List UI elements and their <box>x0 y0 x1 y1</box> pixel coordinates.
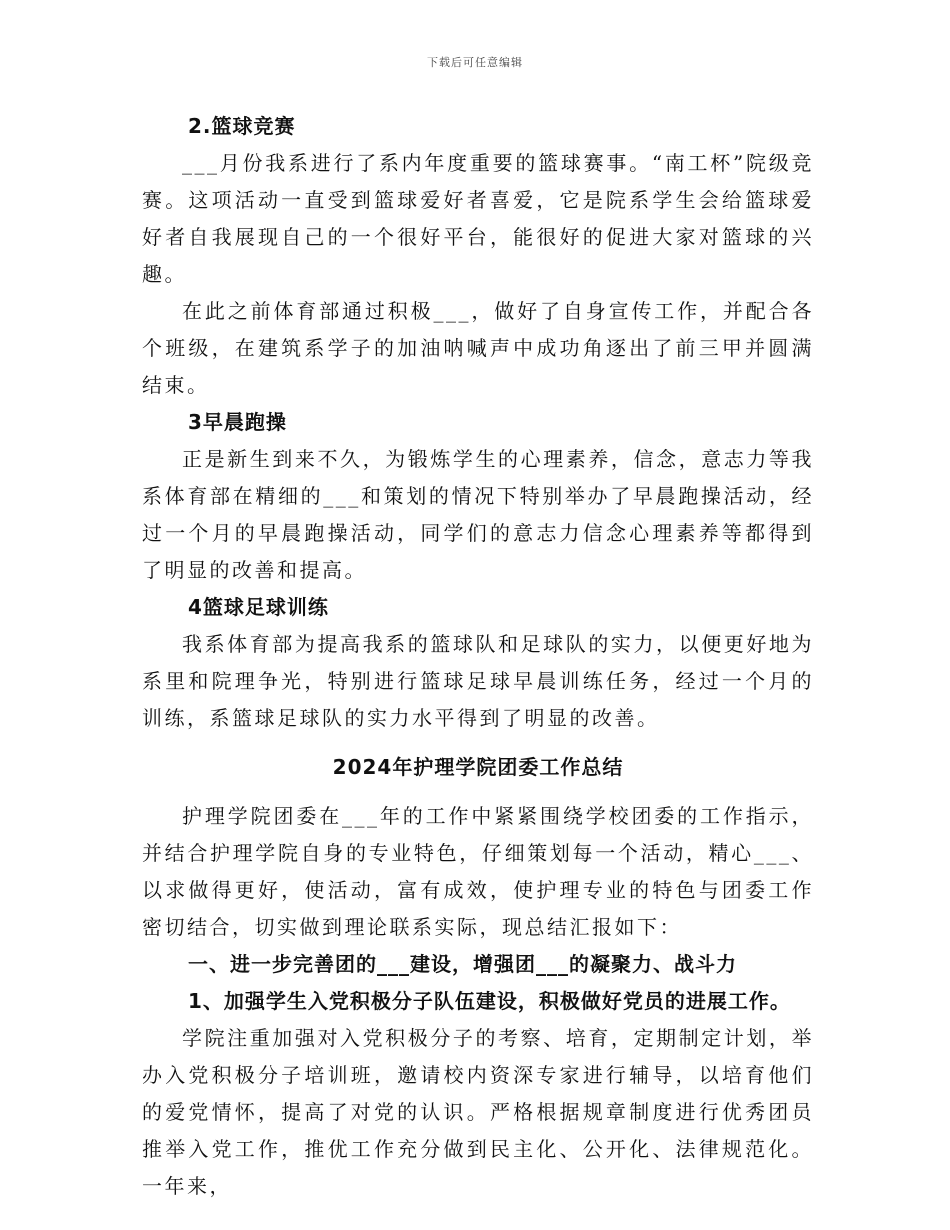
part1-heading: 一、进一步完善团的___建设，增强团___的凝聚力、战斗力 <box>188 952 737 976</box>
section-heading-morning-run: 3早晨跑操 <box>188 410 287 434</box>
section-heading-training: 4篮球足球训练 <box>188 595 329 619</box>
paragraph-intro: 护理学院团委在___年的工作中紧紧围绕学校团委的工作指示，并结合护理学院自身的专业特色，仔细策划每一个活动，精心___、以求做得更好，使活动，富有成效，使护理专业的特色与团委工作密切结合，切实做到理论联系实际，现总结汇报如下： <box>142 804 814 939</box>
paragraph-basketball-1: ___月份我系进行了系内年度重要的篮球赛事。“南工杯”院级竞赛。这项活动一直受到篮球爱好者喜爱，它是院系学生会给篮球爱好者自我展现自己的一个很好平台，能很好的促进大家对篮球的兴趣。 <box>142 151 814 286</box>
paragraph-training: 我系体育部为提高我系的篮球队和足球队的实力，以便更好地为系里和院理争光，特别进行篮球足球早晨训练任务，经过一个月的训练，系篮球足球队的实力水平得到了明显的改善。 <box>142 632 814 730</box>
page-header-note: 下载后可任意编辑 <box>427 56 523 69</box>
paragraph-part1: 学院注重加强对入党积极分子的考察、培育，定期制定计划，举办入党积极分子培训班，邀请校内资深专家进行辅导，以培育他们的爱党情怀，提高了对党的认识。严格根据规章制度进行优秀团员推举入党工作，推优工作充分做到民主化、公开化、法律规范化。一年来， <box>142 1026 814 1198</box>
part1-subheading: 1、加强学生入党积极分子队伍建设，积极做好党员的进展工作。 <box>188 989 791 1013</box>
paragraph-basketball-2: 在此之前体育部通过积极___，做好了自身宣传工作，并配合各个班级，在建筑系学子的加油呐喊声中成功角逐出了前三甲并圆满结束。 <box>142 299 814 397</box>
section-heading-basketball: 2.篮球竞赛 <box>188 114 296 138</box>
paragraph-morning-run: 正是新生到来不久，为锻炼学生的心理素养，信念，意志力等我系体育部在精细的___和策划的情况下特别举办了早晨跑操活动，经过一个月的早晨跑操活动，同学们的意志力信念心理素养等都得到了明显的改善和提高。 <box>142 447 814 582</box>
document-body <box>142 108 814 1205</box>
document-title: 2024年护理学院团委工作总结 <box>332 755 624 779</box>
